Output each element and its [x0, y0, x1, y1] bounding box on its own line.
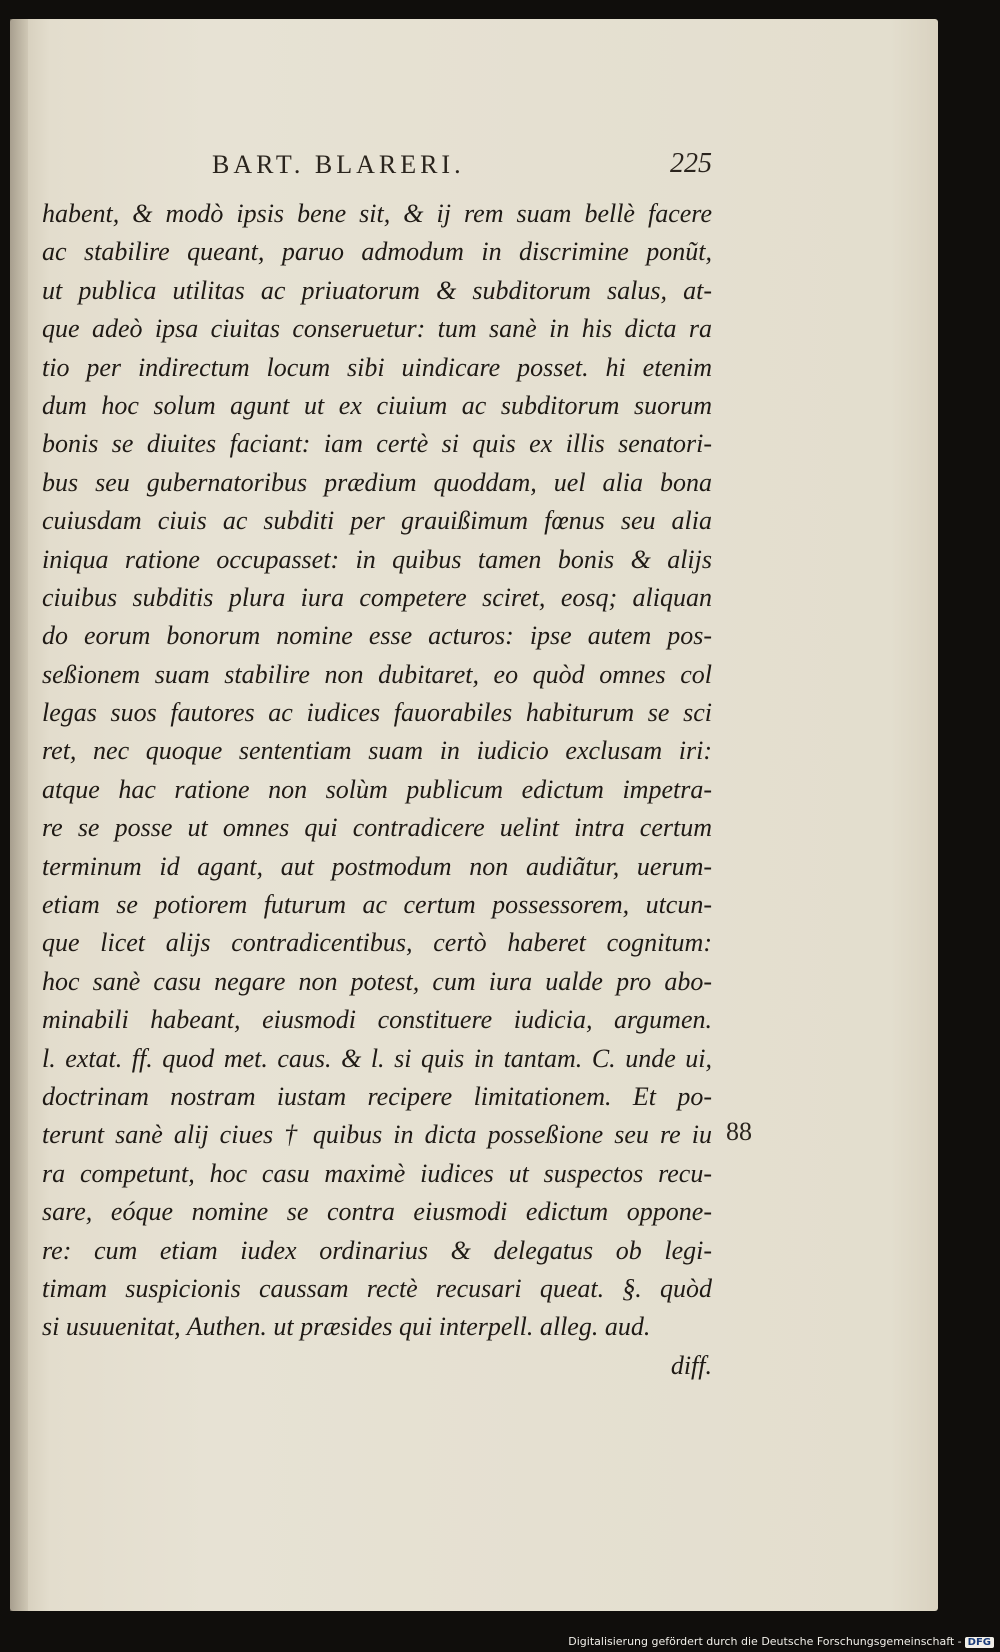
text-line: ut publica utilitas ac priuatorum & subditorum salus, at-: [42, 275, 712, 305]
text-line: atque hac ratione non solùm publicum edictum impetra-: [42, 774, 712, 804]
text-line: que adeò ipsa ciuitas conseruetur: tum sanè in his dicta ra: [42, 314, 712, 344]
text-line: si usuuenitat, Authen. ut præsides qui interpell. alleg. aud.: [42, 1312, 651, 1342]
page-number: 225: [670, 148, 712, 179]
text-line: ra competunt, hoc casu maximè iudices ut suspectos recu-: [42, 1158, 712, 1188]
margin-note-number: 88: [726, 1117, 752, 1146]
text-line: habent, & modò ipsis bene sit, & ij rem suam bellè facere: [42, 199, 712, 228]
text-line: re: cum etiam iudex ordinarius & delegatus ob legi-: [42, 1235, 712, 1265]
text-line: iniqua ratione occupasset: in quibus tamen bonis & alijs: [42, 544, 712, 574]
text-line: seßionem suam stabilire non dubitaret, eo quòd omnes col: [42, 659, 712, 689]
page-gutter-shadow: [10, 19, 28, 1611]
text-line: re se posse ut omnes qui contradicere uelint intra certum: [42, 813, 712, 843]
text-line: terminum id agant, aut postmodum non audiãtur, uerum-: [42, 851, 712, 881]
text-line: terunt sanè alij ciues † quibus in dicta posseßione seu re iu: [42, 1120, 712, 1150]
dfg-logo: DFG: [965, 1637, 994, 1648]
page-header: [212, 150, 712, 184]
text-line: bus seu gubernatoribus prædium quoddam, uel alia bona: [42, 467, 712, 497]
text-line: bonis se diuites faciant: iam certè si quis ex illis senatori-: [42, 429, 712, 459]
text-line: minabili habeant, eiusmodi constituere iudicia, argumen.: [42, 1005, 712, 1035]
text-line: tio per indirectum locum sibi uindicare posset. hi etenim: [42, 352, 712, 382]
text-line: ciuibus subditis plura iura competere sciret, eosq; aliquan: [42, 582, 712, 612]
text-line: doctrinam nostram iustam recipere limitationem. Et po-: [42, 1081, 712, 1111]
text-line: ret, nec quoque sententiam suam in iudicio exclusam iri:: [42, 736, 712, 766]
digitization-credit: [568, 1635, 994, 1648]
catchword: diff.: [670, 1350, 712, 1380]
body-text: [42, 195, 712, 1385]
text-line: do eorum bonorum nomine esse acturos: ipse autem pos-: [42, 621, 712, 651]
text-line: l. extat. ff. quod met. caus. & l. si quis in tantam. C. unde ui,: [42, 1043, 712, 1073]
credit-text: Digitalisierung gefördert durch die Deutsche Forschungsgemeinschaft -: [568, 1635, 962, 1648]
running-head: BART. BLARERI.: [212, 150, 465, 179]
text-line: hoc sanè casu negare non potest, cum iura ualde pro abo-: [42, 966, 712, 996]
text-line: ac stabilire queant, paruo admodum in discrimine ponũt,: [42, 237, 712, 267]
text-line: cuiusdam ciuis ac subditi per grauißimum fœnus seu alia: [42, 506, 712, 536]
text-line: dum hoc solum agunt ut ex ciuium ac subditorum suorum: [42, 390, 712, 420]
text-line: etiam se potiorem futurum ac certum possessorem, utcun-: [42, 890, 712, 920]
text-line: timam suspicionis caussam rectè recusari queat. §. quòd: [42, 1273, 712, 1303]
text-line: legas suos fautores ac iudices fauorabiles habiturum se sci: [42, 698, 712, 728]
text-line: que licet alijs contradicentibus, certò haberet cognitum:: [42, 928, 712, 958]
text-line: sare, eóque nomine se contra eiusmodi edictum oppone-: [42, 1197, 712, 1227]
